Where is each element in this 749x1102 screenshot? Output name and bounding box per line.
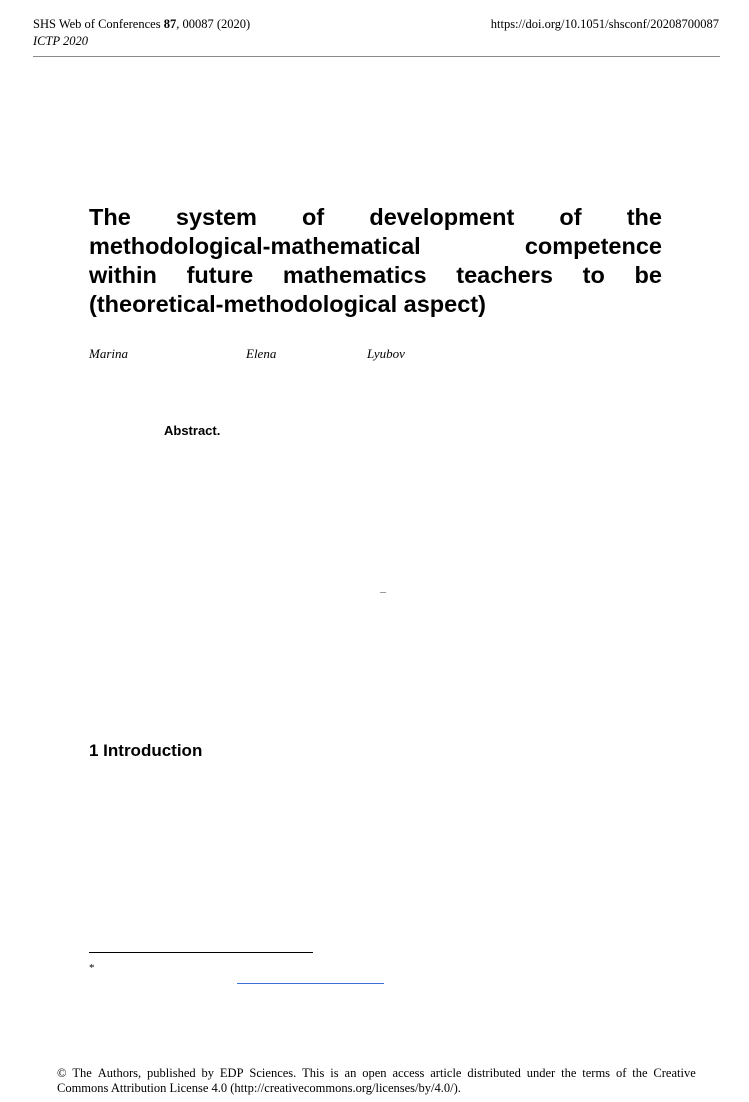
journal-prefix: SHS Web of Conferences — [33, 17, 164, 31]
journal-volume: 87 — [163, 17, 177, 31]
header-divider — [33, 56, 720, 57]
license-word: open — [362, 1066, 387, 1080]
license-word: by — [201, 1066, 215, 1080]
author-name: Lyubov — [367, 346, 405, 361]
license-notice — [57, 1066, 696, 1096]
title-word: system — [175, 204, 257, 230]
license-line-1 — [57, 1066, 696, 1081]
license-word: article — [430, 1066, 462, 1080]
license-word: distributed — [467, 1066, 521, 1080]
license-word: the — [632, 1066, 648, 1080]
license-word: Sciences. — [249, 1066, 297, 1080]
title-word: to — [582, 262, 605, 288]
license-word: access — [392, 1066, 425, 1080]
license-word: under — [526, 1066, 556, 1080]
author-name: Elena — [246, 346, 277, 361]
running-head-left — [33, 16, 250, 50]
license-word: Authors, — [97, 1066, 142, 1080]
title-word: (theoretical-methodological aspect) — [89, 291, 486, 317]
conference-name: ICTP 2020 — [33, 34, 88, 48]
license-word: © — [57, 1066, 67, 1080]
title-word: development — [369, 204, 515, 230]
license-word: EDP — [219, 1066, 244, 1080]
title-line-4 — [89, 290, 662, 319]
doi-link[interactable]: https://doi.org/10.1051/shsconf/20208700087 — [490, 17, 719, 31]
title-word: teachers — [456, 262, 553, 288]
license-word: published — [147, 1066, 196, 1080]
footnote-divider — [89, 952, 313, 953]
title-word: future — [186, 262, 254, 288]
license-word: The — [72, 1066, 92, 1080]
journal-citation — [33, 16, 250, 33]
title-word: The — [89, 204, 131, 230]
license-word: an — [344, 1066, 357, 1080]
author-list — [0, 346, 749, 364]
title-word: of — [559, 204, 582, 230]
title-word: be — [634, 262, 662, 288]
footnote-email-link[interactable] — [237, 983, 384, 984]
dash-mark: – — [380, 584, 386, 598]
title-line-3 — [89, 261, 662, 290]
footnote-marker: * — [89, 962, 95, 974]
license-line-2: Commons Attribution License 4.0 (http://creativecommons.org/licenses/by/4.0/). — [57, 1081, 461, 1095]
title-word: of — [302, 204, 325, 230]
article-number: , 00087 (2020) — [176, 17, 251, 31]
title-word: within — [89, 262, 157, 288]
title-word: mathematics — [282, 262, 427, 288]
paper-title — [89, 203, 662, 319]
license-word: Creative — [653, 1066, 696, 1080]
title-line-1 — [89, 203, 662, 232]
license-word: the — [561, 1066, 577, 1080]
license-word: of — [615, 1066, 627, 1080]
section-heading-introduction: 1 Introduction — [89, 741, 203, 760]
title-word: competence — [524, 233, 662, 259]
author-name: Marina — [89, 346, 128, 361]
title-word: the — [626, 204, 662, 230]
abstract-label: Abstract. — [164, 423, 221, 438]
license-word: terms — [582, 1066, 611, 1080]
title-word: methodological-mathematical — [89, 233, 421, 259]
title-line-2 — [89, 232, 662, 261]
license-word: is — [330, 1066, 339, 1080]
license-word: This — [302, 1066, 325, 1080]
